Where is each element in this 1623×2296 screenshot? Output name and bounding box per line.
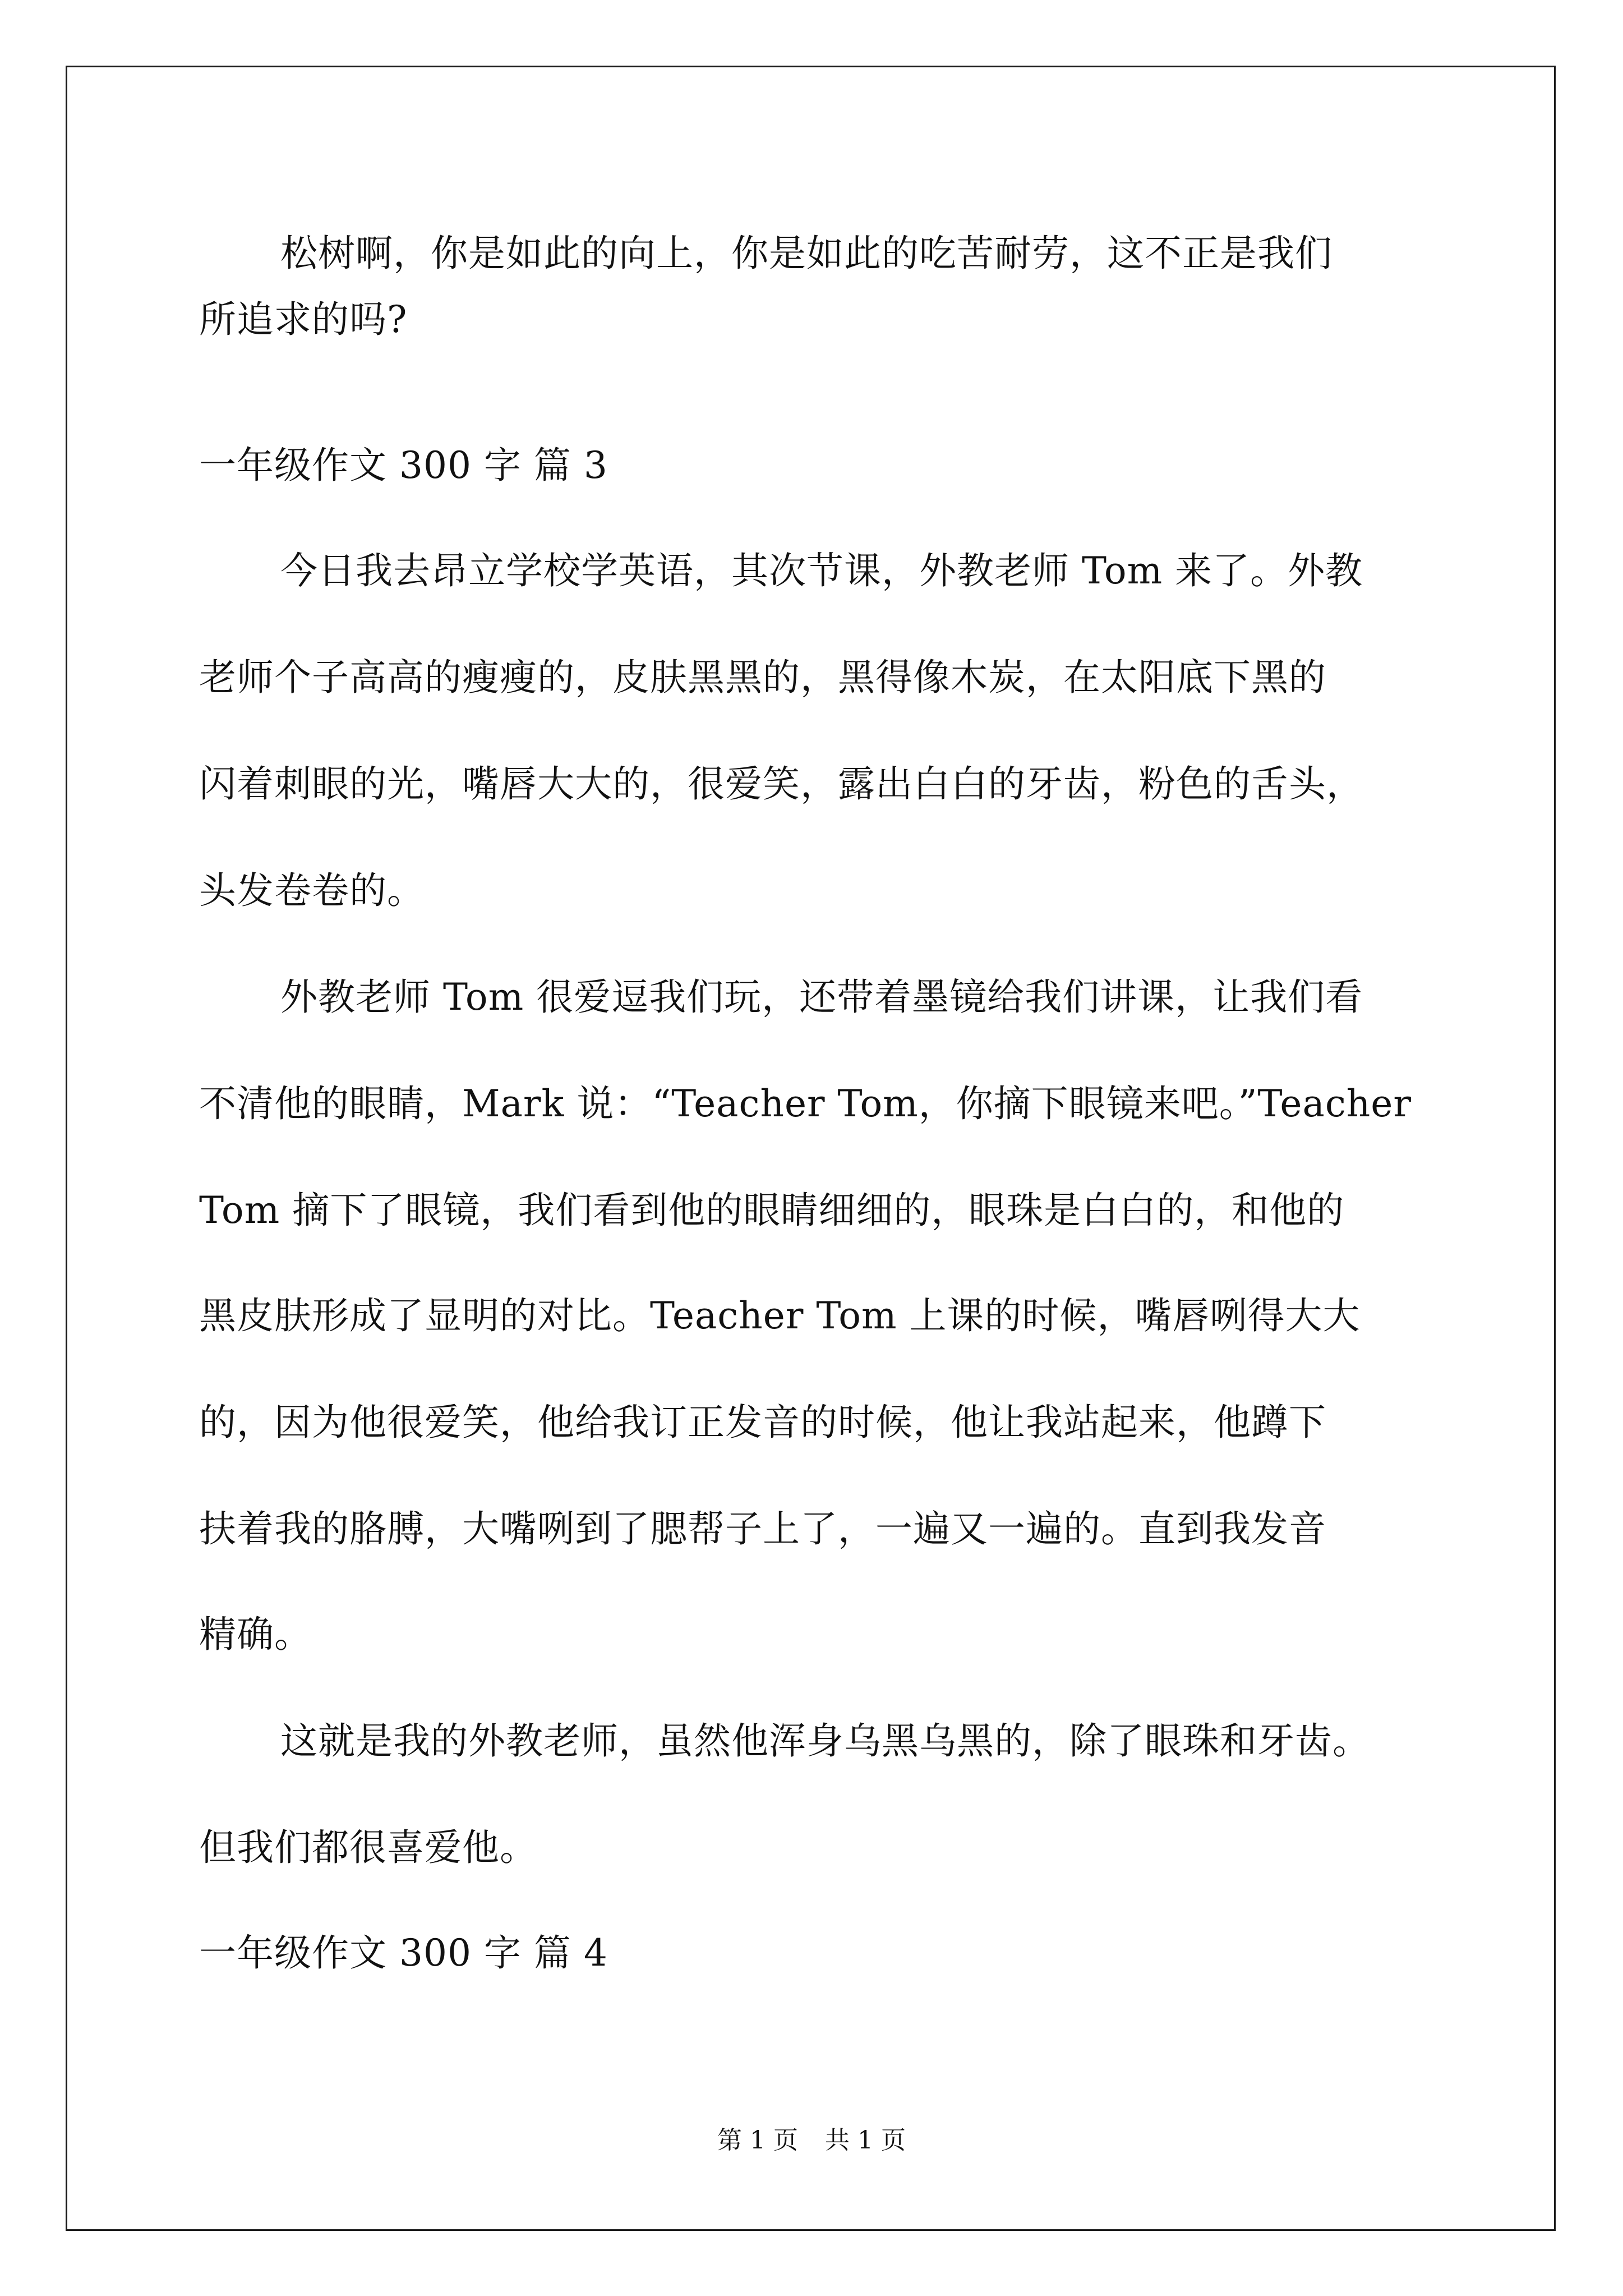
page-total: 共 1 页 (825, 2126, 906, 2155)
section-heading-4: 一年级作文 300 字 篇 4 (199, 1931, 608, 1975)
paragraph-2-line-1: 今日我去昂立学校学英语，其次节课，外教老师 Tom 来了。外教 (280, 549, 1363, 592)
section-heading-3: 一年级作文 300 字 篇 3 (199, 444, 608, 487)
paragraph-3-line-7: 精确。 (199, 1613, 312, 1656)
paragraph-4-line-2: 但我们都很喜爱他。 (199, 1826, 537, 1869)
paragraph-3-line-5: 的，因为他很爱笑，他给我订正发音的时候，他让我站起来，他蹲下 (199, 1401, 1326, 1444)
paragraph-1-line-1: 松树啊，你是如此的向上，你是如此的吃苦耐劳，这不正是我们 (280, 232, 1332, 275)
paragraph-3-line-2: 不清他的眼睛，Mark 说：“Teacher Tom，你摘下眼镜来吧。”Teacher (199, 1082, 1412, 1125)
paragraph-3-line-6: 扶着我的胳膊，大嘴咧到了腮帮子上了，一遍又一遍的。直到我发音 (199, 1507, 1326, 1550)
paragraph-2-line-3: 闪着刺眼的光，嘴唇大大的，很爱笑，露出白白的牙齿，粉色的舌头， (199, 762, 1364, 806)
page-frame (66, 66, 1556, 2231)
paragraph-2-line-2: 老师个子高高的瘦瘦的，皮肤黑黑的，黑得像木炭，在太阳底下黑的 (199, 656, 1326, 699)
paragraph-3-line-1: 外教老师 Tom 很爱逗我们玩，还带着墨镜给我们讲课，让我们看 (280, 976, 1363, 1019)
page-number: 第 1 页 (717, 2126, 798, 2155)
page-footer (0, 2125, 1623, 2156)
paragraph-4-line-1: 这就是我的外教老师，虽然他浑身乌黑乌黑的，除了眼珠和牙齿。 (280, 1719, 1370, 1763)
paragraph-3-line-4: 黑皮肤形成了显明的对比。Teacher Tom 上课的时候，嘴唇咧得大大 (199, 1294, 1361, 1337)
paragraph-1-line-2: 所追求的吗? (199, 298, 408, 341)
paragraph-3-line-3: Tom 摘下了眼镜，我们看到他的眼睛细细的，眼珠是白白的，和他的 (199, 1189, 1345, 1232)
paragraph-2-line-4: 头发卷卷的。 (199, 869, 425, 912)
